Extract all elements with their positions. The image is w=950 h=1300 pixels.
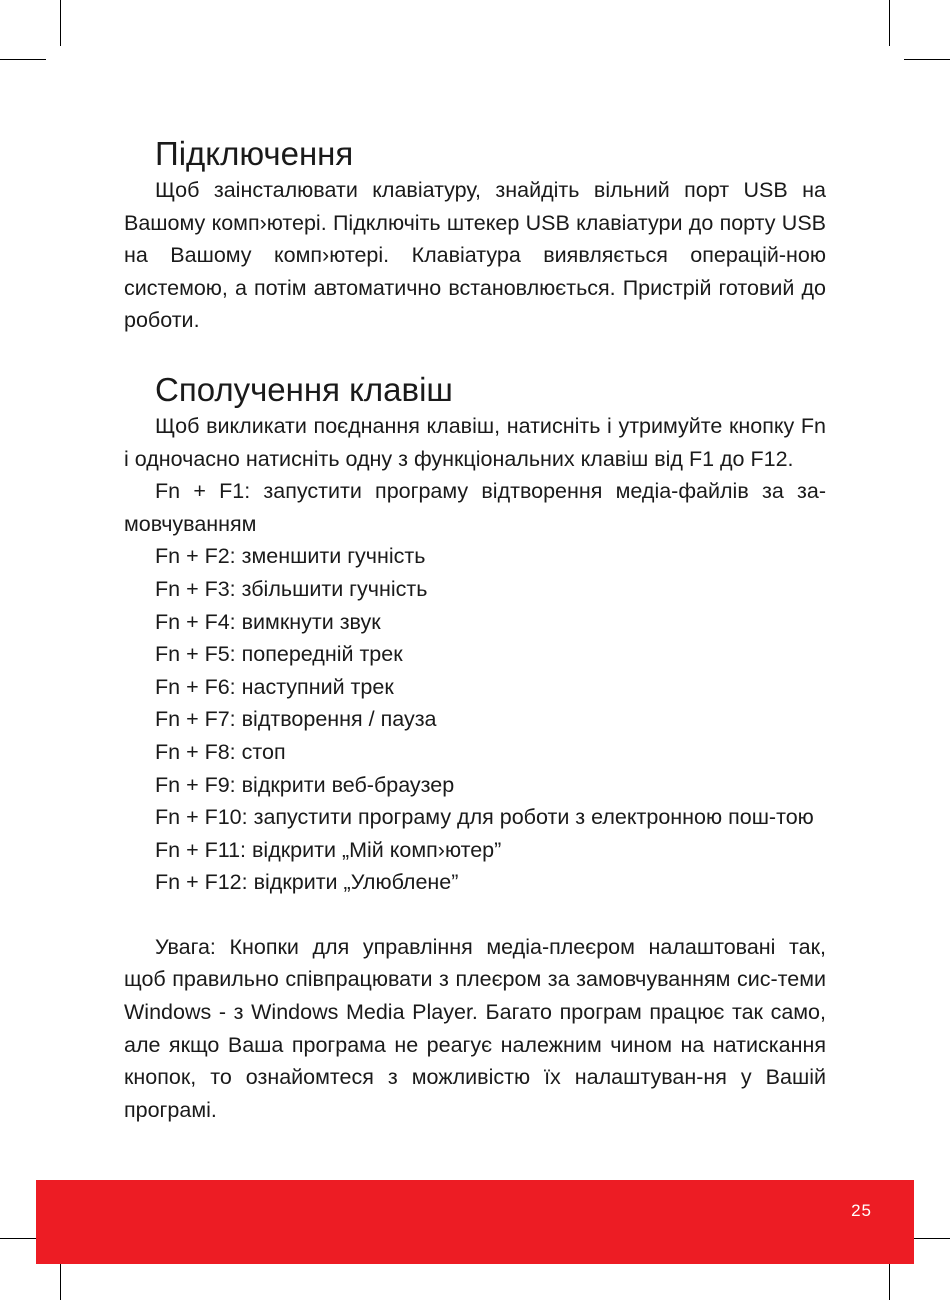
- fn-item: Fn + F2: зменшити гучність: [155, 544, 426, 569]
- fn-item: Fn + F10: запустити програму для роботи з електронною пош-тою: [155, 805, 814, 830]
- crop-mark: [0, 59, 46, 60]
- footer-bar: [36, 1180, 914, 1264]
- note-paragraph: Увага: Кнопки для управління медіа-плеєром налаштовані так, щоб правильно співпрацювати з плеєром за замовчуванням сис-теми Windows - з Windows Media Player. Багато програм працює так само, але якщо Ваша програма не реагує належним чином на натискання кнопок, то ознайомтеся з можливістю їх налаштуван-ня у Вашій програмі.: [124, 934, 826, 1122]
- crop-mark: [889, 0, 890, 46]
- spacer: [124, 899, 826, 931]
- page-content: [124, 130, 826, 1126]
- fn-item: Fn + F1: запустити програму відтворення медіа-файлів за за-мовчуванням: [124, 479, 826, 536]
- page-number: 25: [851, 1201, 872, 1220]
- fn-item: Fn + F4: вимкнути звук: [155, 609, 381, 634]
- section-title-connect: Підключення: [155, 135, 354, 172]
- section-title-key-combinations: Сполучення клавіш: [155, 370, 453, 408]
- fn-item: Fn + F11: відкрити „Мій комп›ютер”: [155, 837, 502, 862]
- connect-paragraph: Щоб заінсталювати клавіатуру, знайдіть вільний порт USB на Вашому комп›ютері. Підключіть штекер USB клавіатури до порту USB на Вашому комп›ютері. Клавіатура виявляється операцій-ною системою, а потім автоматично встановлюється. Пристрій готовий до роботи.: [124, 178, 826, 333]
- crop-mark: [904, 59, 950, 60]
- fn-item: Fn + F8: стоп: [155, 739, 286, 764]
- fn-item: Fn + F6: наступний трек: [155, 674, 394, 699]
- combo-intro-paragraph: Щоб викликати поєднання клавіш, натисніть і утримуйте кнопку Fn і одночасно натисніть одну з функціональних клавіш від F1 до F12.: [124, 413, 826, 471]
- fn-item: Fn + F5: попередній трек: [155, 642, 403, 667]
- fn-item: Fn + F3: збільшити гучність: [155, 576, 428, 601]
- crop-mark: [60, 0, 61, 46]
- fn-item: Fn + F12: відкрити „Улюблене”: [155, 870, 459, 895]
- fn-item: Fn + F9: відкрити веб-браузер: [155, 772, 455, 797]
- fn-item: Fn + F7: відтворення / пауза: [155, 707, 437, 732]
